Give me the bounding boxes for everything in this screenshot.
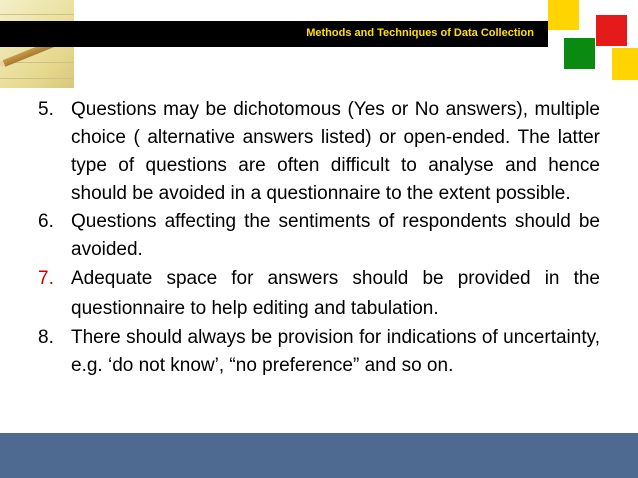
list-item-number: 8. — [38, 327, 54, 348]
slide-content — [38, 96, 600, 380]
decor-square-yellow — [548, 0, 579, 30]
list-item-7 — [38, 264, 600, 324]
list-item-number: 6. — [38, 211, 54, 232]
list-item-number: 5. — [38, 99, 54, 120]
list-item-text: Adequate space for answers should be provided in the questionnaire to help editing and tabulation. — [71, 268, 600, 319]
header-bar — [0, 21, 548, 47]
list-item-8 — [38, 324, 600, 380]
decor-square-green — [564, 38, 595, 69]
list-item-number: 7. — [38, 268, 54, 289]
list-item-5 — [38, 96, 600, 208]
list-item-text: Questions may be dichotomous (Yes or No answers), multiple choice ( alternative answers listed) or open-ended. The latter type of questions are often difficult to analyse and hence should be avoided in a questionnaire to the extent possible. — [71, 99, 600, 204]
footer-bar — [0, 433, 638, 478]
list-item-text: There should always be provision for indications of uncertainty, e.g. ‘do not know’, “no preference” and so on. — [71, 327, 600, 376]
slide-header-title: Methods and Techniques of Data Collection — [306, 27, 534, 39]
decor-square-yellow-small — [612, 48, 638, 80]
list-item-text: Questions affecting the sentiments of respondents should be avoided. — [71, 211, 600, 260]
decor-square-red — [596, 15, 627, 46]
list-item-6 — [38, 208, 600, 264]
